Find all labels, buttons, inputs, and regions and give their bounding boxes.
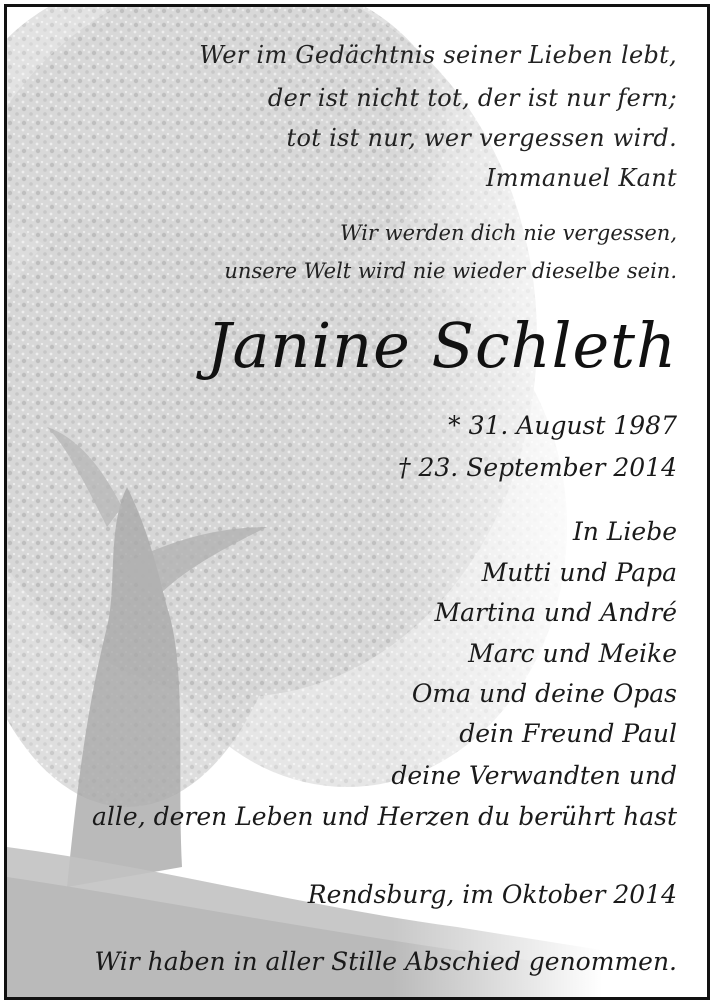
deceased-name: Janine Schleth <box>206 309 677 382</box>
dedication-line-1: Wir werden dich nie vergessen, <box>339 221 677 245</box>
dedication-line-2: unsere Welt wird nie wieder dieselbe sein. <box>224 259 677 283</box>
death-date: † 23. September 2014 <box>398 453 677 482</box>
place-date: Rendsburg, im Oktober 2014 <box>307 880 677 909</box>
family-line-4: Marc und Meike <box>468 639 677 668</box>
birth-date: * 31. August 1987 <box>448 411 677 440</box>
quote-author: Immanuel Kant <box>486 164 677 192</box>
family-line-6: dein Freund Paul <box>459 719 677 748</box>
family-line-1: In Liebe <box>572 517 677 546</box>
family-line-5: Oma und deine Opas <box>411 679 677 708</box>
obituary-frame <box>4 4 710 1000</box>
family-line-3: Martina und André <box>434 598 677 627</box>
family-line-8: alle, deren Leben und Herzen du berührt hast <box>92 802 677 831</box>
closing-line: Wir haben in aller Stille Abschied genommen. <box>94 947 677 976</box>
obituary-text <box>7 7 707 997</box>
quote-line-3: tot ist nur, wer vergessen wird. <box>286 124 677 152</box>
family-line-2: Mutti und Papa <box>481 558 677 587</box>
quote-line-2: der ist nicht tot, der ist nur fern; <box>267 84 677 112</box>
family-line-7: deine Verwandten und <box>391 761 677 790</box>
quote-line-1: Wer im Gedächtnis seiner Lieben lebt, <box>199 41 677 69</box>
